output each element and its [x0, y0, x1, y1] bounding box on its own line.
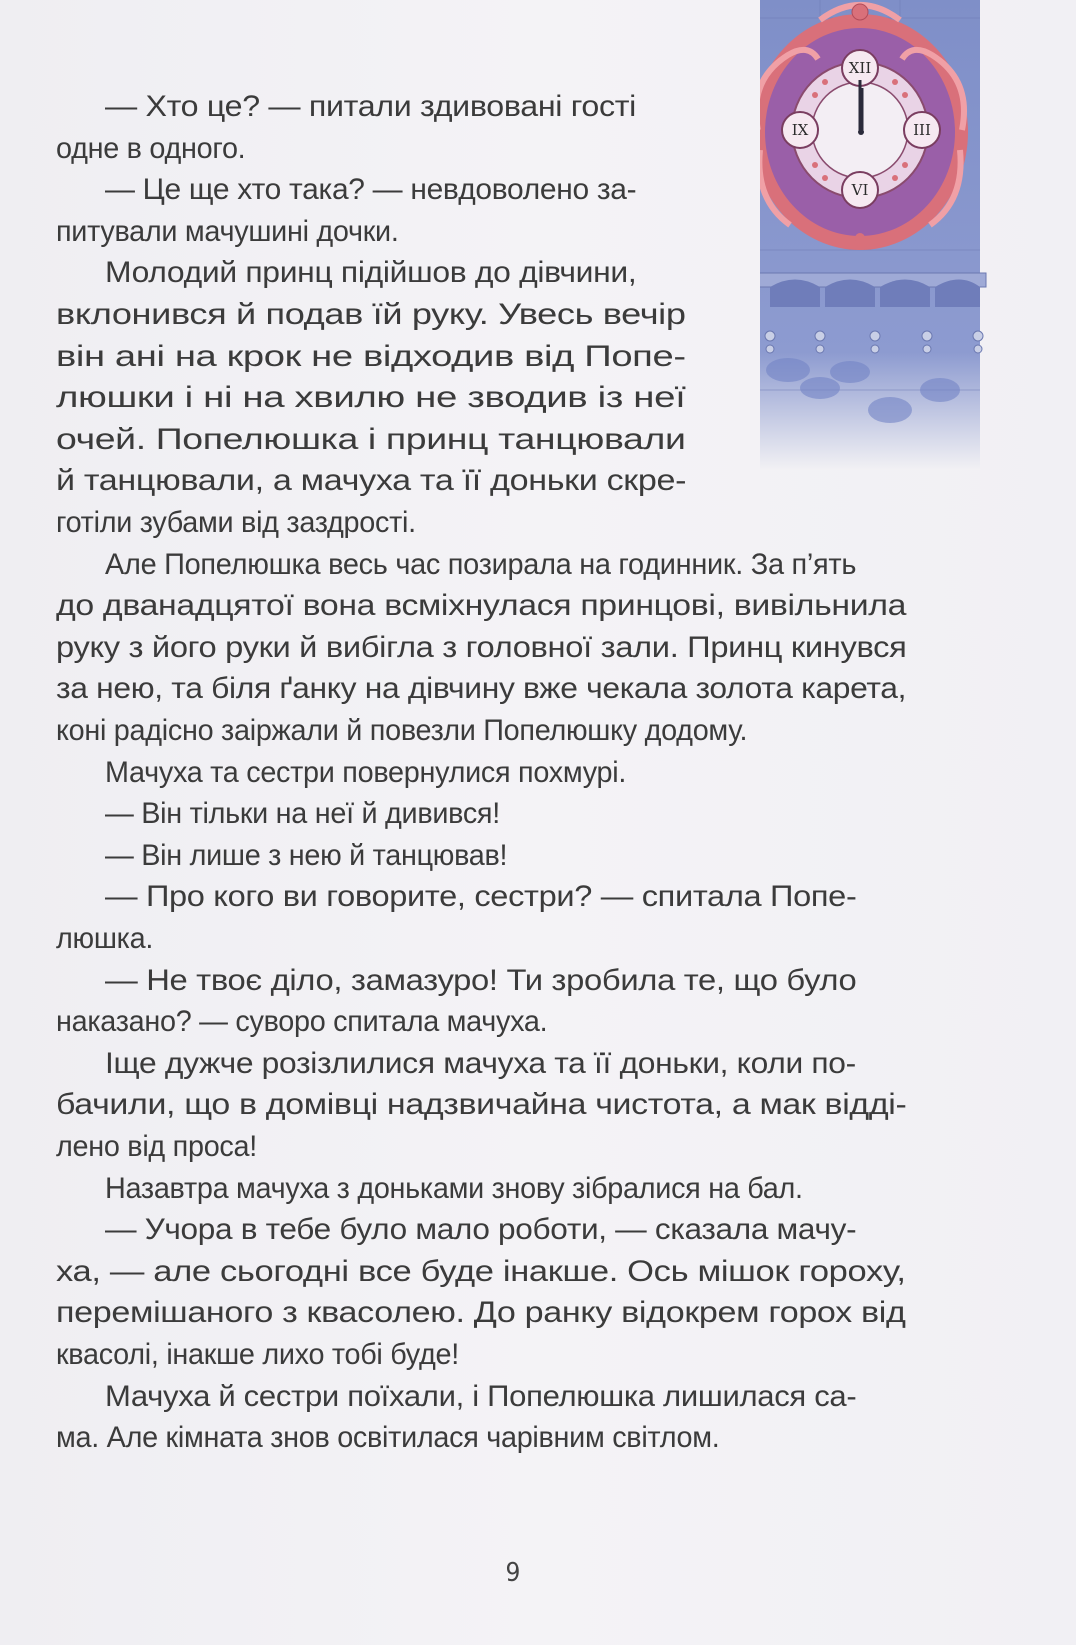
text-line: — Про кого ви говорите, сестри? — спитала Попе- — [105, 880, 857, 914]
text-line: Іще дужче розізлилися мачуха та її доньки, коли по- — [105, 1046, 856, 1080]
clock-numeral-vi: VI — [851, 181, 869, 199]
clock-numeral-iii: III — [913, 121, 931, 139]
text-line: одне в одного. — [56, 131, 246, 165]
text-line: люшка. — [56, 922, 154, 955]
text-line: — Він лише з нею й танцював! — [105, 838, 508, 872]
text-line: квасолі, інакше лихо тобі буде! — [56, 1338, 459, 1371]
text-line: — Учора в тебе було мало роботи, — сказала мачу- — [105, 1213, 857, 1247]
clock-numeral-xii: XII — [848, 59, 872, 77]
clock-tower-illustration — [760, 0, 1030, 470]
text-line: він ані на крок не відходив від Попе- — [56, 339, 686, 373]
text-line: лено від проса! — [56, 1130, 257, 1163]
text-line: очей. Попелюшка і принц танцювали — [56, 422, 686, 456]
text-line: наказано? — суворо спитала мачуха. — [56, 1005, 548, 1039]
text-line: до дванадцятої вона всміхнулася принцові, вивільнила — [56, 589, 907, 623]
text-line: Назавтра мачуха з доньками знову зібралися на бал. — [105, 1171, 803, 1205]
text-line: руку з його руки й вибігла з головної зали. Принц кинувся — [56, 630, 907, 664]
text-line: ма. Але кімната знов освітилася чарівним світлом. — [56, 1421, 720, 1455]
text-line: бачили, що в домівці надзвичайна чистота, а мак відді- — [56, 1088, 907, 1122]
text-line: за нею, та біля ґанку на дівчину вже чекала золота карета, — [56, 672, 907, 706]
text-line: Мачуха та сестри повернулися похмурі. — [105, 755, 627, 789]
text-line: — Він тільки на неї й дивився! — [105, 797, 500, 831]
text-line: — Хто це? — питали здивовані гості — [105, 90, 637, 123]
text-line: коні радісно заіржали й повезли Попелюшку додому. — [56, 714, 748, 747]
text-line: вклонився й подав їй руку. Увесь вечір — [56, 298, 686, 331]
text-line: — Не твоє діло, замазуро! Ти зробила те, що було — [105, 963, 857, 997]
text-line: Мачуха й сестри поїхали, і Попелюшка лишилася са- — [105, 1379, 857, 1413]
text-line: люшки і ні на хвилю не зводив із неї — [56, 381, 686, 415]
text-line: готіли зубами від заздрості. — [56, 506, 416, 539]
text-line: — Це ще хто така? — невдоволено за- — [105, 173, 637, 207]
clock-numeral-ix: IX — [791, 121, 809, 139]
page-number: 9 — [505, 1558, 521, 1588]
text-line: перемішаного з квасолею. До ранку відокрем горох від — [56, 1296, 906, 1330]
text-line: ха, — але сьогодні все буде інакше. Ось мішок гороху, — [56, 1254, 906, 1288]
text-line: Молодий принц підійшов до дівчини, — [105, 256, 637, 290]
text-line: питували мачушині дочки. — [56, 214, 399, 248]
text-line: й танцювали, а мачуха та її доньки скре- — [56, 464, 687, 498]
text-line: Але Попелюшка весь час позирала на годинник. За п’ять — [105, 547, 857, 581]
